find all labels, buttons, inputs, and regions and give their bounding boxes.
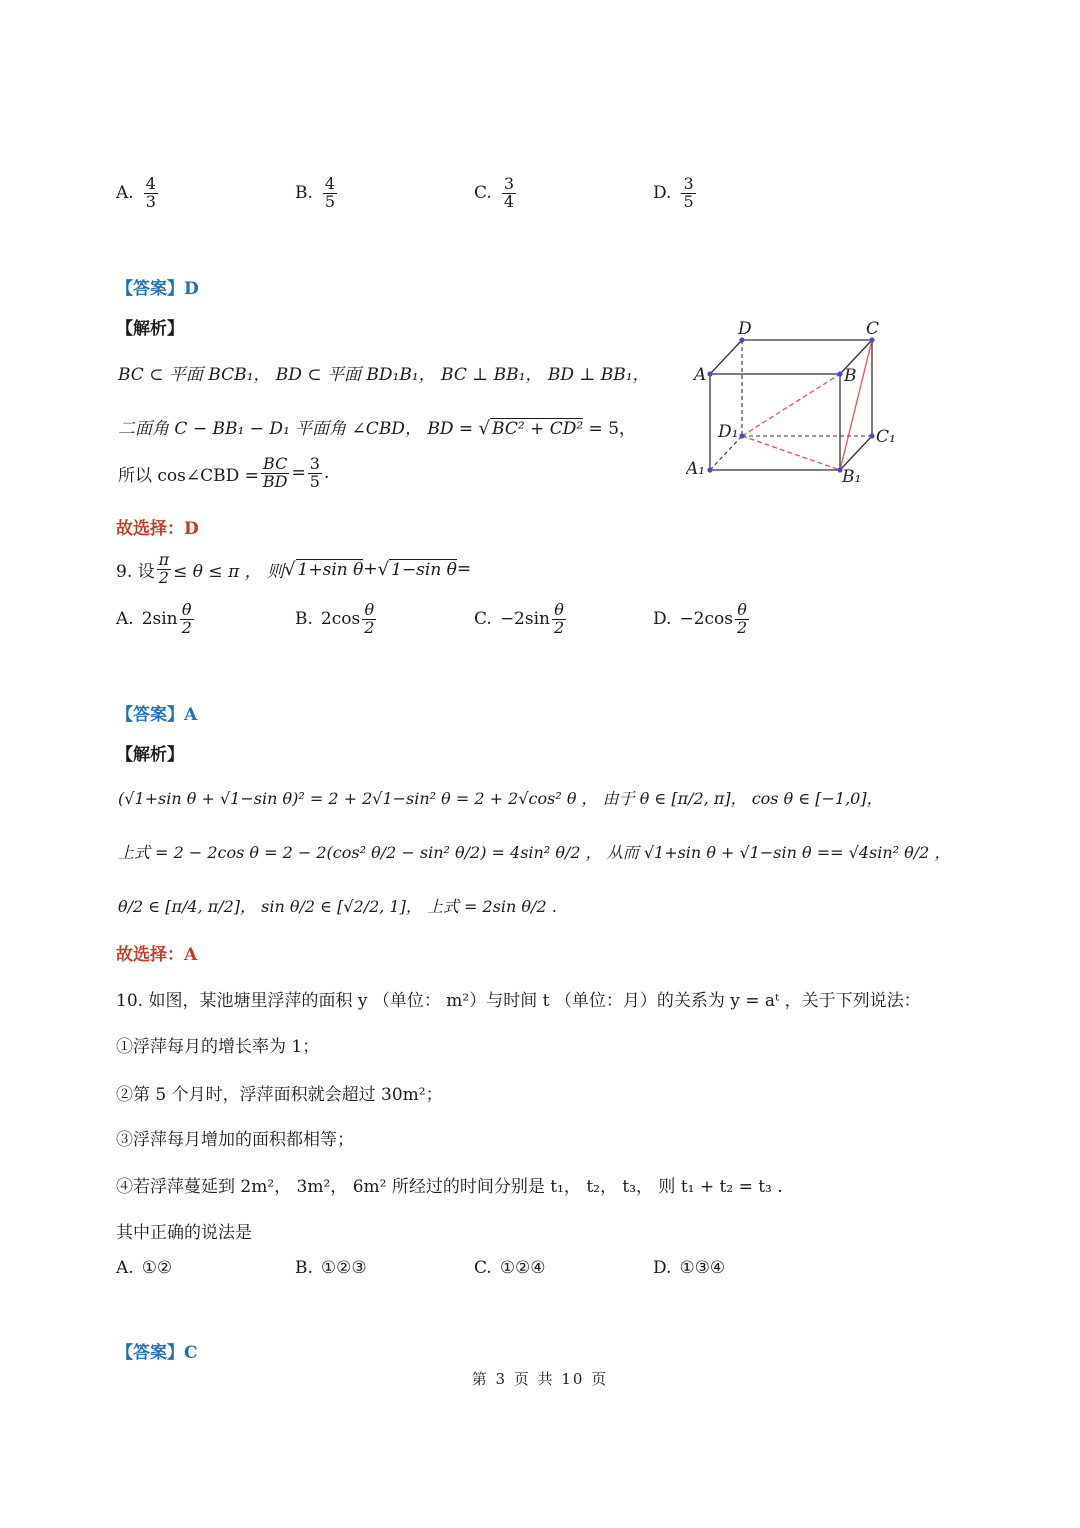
fraction [308, 456, 322, 491]
sqrt-sign: √ [284, 558, 296, 580]
option-label: A. [116, 1258, 134, 1278]
fraction [552, 602, 566, 637]
option-label: B. [295, 609, 313, 630]
option-label: C. [474, 183, 492, 204]
cube-figure [686, 318, 916, 490]
text: 二面角 C − BB₁ − D₁ 平面角 ∠CBD， BD = [118, 419, 479, 439]
denominator: 2 [736, 617, 748, 637]
numerator: 3 [683, 174, 694, 193]
answer-value: C [184, 1343, 198, 1363]
label-d: D [738, 319, 752, 339]
q9-analysis-tag: 【解析】 [116, 745, 184, 765]
page-footer: 第 3 页 共 10 页 [471, 1370, 609, 1388]
numerator: θ [737, 600, 747, 619]
text: 9. 设 [116, 561, 155, 582]
denominator: 3 [145, 191, 156, 211]
text: = [291, 463, 306, 484]
numerator: 4 [324, 174, 336, 193]
q8-options [116, 176, 876, 220]
label-d1: D₁ [718, 422, 739, 442]
denominator: 2 [158, 567, 169, 587]
q8-option-b [295, 176, 339, 211]
answer-tag: 【答案】 [116, 279, 184, 299]
option-text: ①③④ [679, 1258, 726, 1278]
q8-line-1: BC ⊂ 平面 BCB₁， BD ⊂ 平面 BD₁B₁， BC ⊥ BB₁， BD ⊥ BB₁， [118, 365, 650, 385]
answer-tag: 【答案】 [116, 705, 184, 725]
numerator: θ [554, 600, 564, 619]
vertex-b [837, 371, 842, 376]
option-label: B. [295, 183, 313, 204]
label-b: B [844, 366, 857, 386]
numerator: BC [263, 454, 288, 473]
line-b1c [840, 340, 872, 470]
q10-option-c [474, 1258, 546, 1278]
fraction [323, 176, 337, 211]
text: = 5， [583, 419, 637, 439]
option-label: D. [653, 609, 672, 630]
text: . [323, 463, 330, 484]
line-d1b1 [742, 436, 840, 470]
sqrt-sign: √ [478, 418, 491, 439]
q8-line-2 [118, 414, 636, 439]
numerator: θ [181, 600, 192, 619]
option-text: ①②③ [320, 1258, 367, 1278]
answer-value: A [184, 705, 198, 725]
numerator: 3 [309, 454, 320, 473]
q10-option-b [295, 1258, 367, 1278]
q8-option-c [474, 176, 518, 211]
denominator: 2 [553, 617, 565, 637]
q8-answer [116, 274, 199, 299]
q10-statement-1: ①浮萍每月的增长率为 1； [116, 1037, 320, 1057]
fraction [144, 176, 158, 211]
denominator: BD [262, 471, 288, 491]
option-label: A. [116, 183, 134, 204]
cube-labels [686, 319, 896, 487]
option-label: A. [116, 609, 134, 630]
q9-option-b [295, 602, 378, 637]
denominator: 5 [309, 471, 320, 491]
option-label: C. [474, 609, 492, 630]
vertex-a [707, 371, 712, 376]
numerator: θ [364, 600, 375, 619]
vertex-d1 [739, 433, 744, 438]
fraction [157, 552, 172, 587]
q10-statement-4: ④若浮萍蔓延到 2m²， 3m²， 6m² 所经过的时间分别是 t₁， t₂， t₃， 则 t₁ + t₂ = t₃ . [116, 1177, 783, 1197]
label-a1: A₁ [686, 459, 706, 479]
label-c1: C₁ [876, 427, 896, 447]
option-text: ①② [141, 1258, 173, 1278]
fraction [180, 602, 194, 637]
denominator: 2 [364, 617, 375, 637]
sqrt-content: 1−sin θ [391, 559, 457, 580]
text: = [456, 559, 472, 580]
sqrt-sign: √ [377, 558, 390, 580]
q9-line-3: θ/2 ∈ [π/4, π/2]， sin θ/2 ∈ [√2/2, 1]， 上式 = 2sin θ/2 . [118, 897, 557, 916]
q8-line-3 [118, 456, 329, 491]
option-label: B. [295, 1258, 313, 1278]
q8-option-d [653, 176, 698, 211]
q9-line-1: (√1+sin θ + √1−sin θ)² = 2 + 2√1−sin² θ = 2 + 2√cos² θ ， 由于 θ ∈ [π/2, π]， cos θ ∈ [−1,0]， [118, 789, 883, 808]
q9-line-2: 上式 = 2 − 2cos θ = 2 − 2(cos² θ/2 − sin² θ/2) = 4sin² θ/2 ， 从而 √1+sin θ + √1−sin θ == √4sin² θ/2 ， [118, 843, 951, 862]
label-b1: B₁ [842, 467, 862, 487]
text: 所以 cos∠CBD = [118, 465, 259, 486]
option-text: −2cos [679, 609, 733, 630]
q8-choose: 故选择：D [116, 519, 199, 539]
edge-ad [710, 340, 742, 374]
option-text: 2cos [320, 609, 361, 630]
denominator: 2 [181, 617, 192, 637]
vertex-a1 [707, 467, 712, 472]
q9-option-a [116, 602, 196, 637]
option-label: D. [653, 1258, 672, 1278]
option-text: 2sin [141, 609, 178, 630]
numerator: π [158, 550, 170, 569]
answer-tag: 【答案】 [116, 1343, 184, 1363]
q10-option-a [116, 1258, 172, 1278]
option-text: ①②④ [499, 1258, 546, 1278]
fraction [502, 176, 516, 211]
q9-choose: 故选择：A [116, 945, 198, 965]
q10-option-d [653, 1258, 725, 1278]
q8-option-a [116, 176, 160, 211]
q10-statement-3: ③浮萍每月增加的面积都相等； [116, 1130, 354, 1150]
fraction [261, 456, 290, 491]
option-text: −2sin [499, 609, 550, 630]
text: + [363, 559, 378, 580]
q10-stem: 10. 如图，某池塘里浮萍的面积 y （单位： m²）与时间 t （单位：月）的关系为 y = aᵗ ，关于下列说法： [116, 991, 921, 1011]
answer-value: D [184, 279, 199, 299]
denominator: 5 [683, 191, 694, 211]
sqrt-content: 1+sin θ [297, 559, 364, 580]
denominator: 4 [503, 191, 514, 211]
numerator: 4 [145, 174, 156, 193]
q8-analysis-tag: 【解析】 [116, 319, 184, 339]
q10-ask: 其中正确的说法是 [116, 1223, 252, 1243]
text: ≤ θ ≤ π ， 则 [173, 561, 285, 582]
q10-options [116, 1258, 876, 1302]
label-c: C [866, 319, 880, 339]
q9-options [116, 602, 876, 646]
denominator: 5 [324, 191, 336, 211]
q10-answer [116, 1338, 198, 1363]
cube-red-lines [742, 340, 872, 470]
q9-option-c [474, 602, 568, 637]
line-d1b [742, 374, 840, 436]
fraction [681, 176, 695, 211]
fraction [362, 602, 376, 637]
option-label: D. [653, 183, 672, 204]
vertex-c1 [869, 433, 874, 438]
q9-stem [116, 552, 471, 587]
label-a: A [694, 365, 707, 385]
q9-answer [116, 700, 197, 725]
q10-statement-2: ②第 5 个月时，浮萍面积就会超过 30m²； [116, 1085, 443, 1105]
option-label: C. [474, 1258, 492, 1278]
q9-option-d [653, 602, 751, 637]
fraction [735, 602, 749, 637]
sqrt-content: BC² + CD² [492, 419, 584, 439]
numerator: 3 [503, 174, 514, 193]
